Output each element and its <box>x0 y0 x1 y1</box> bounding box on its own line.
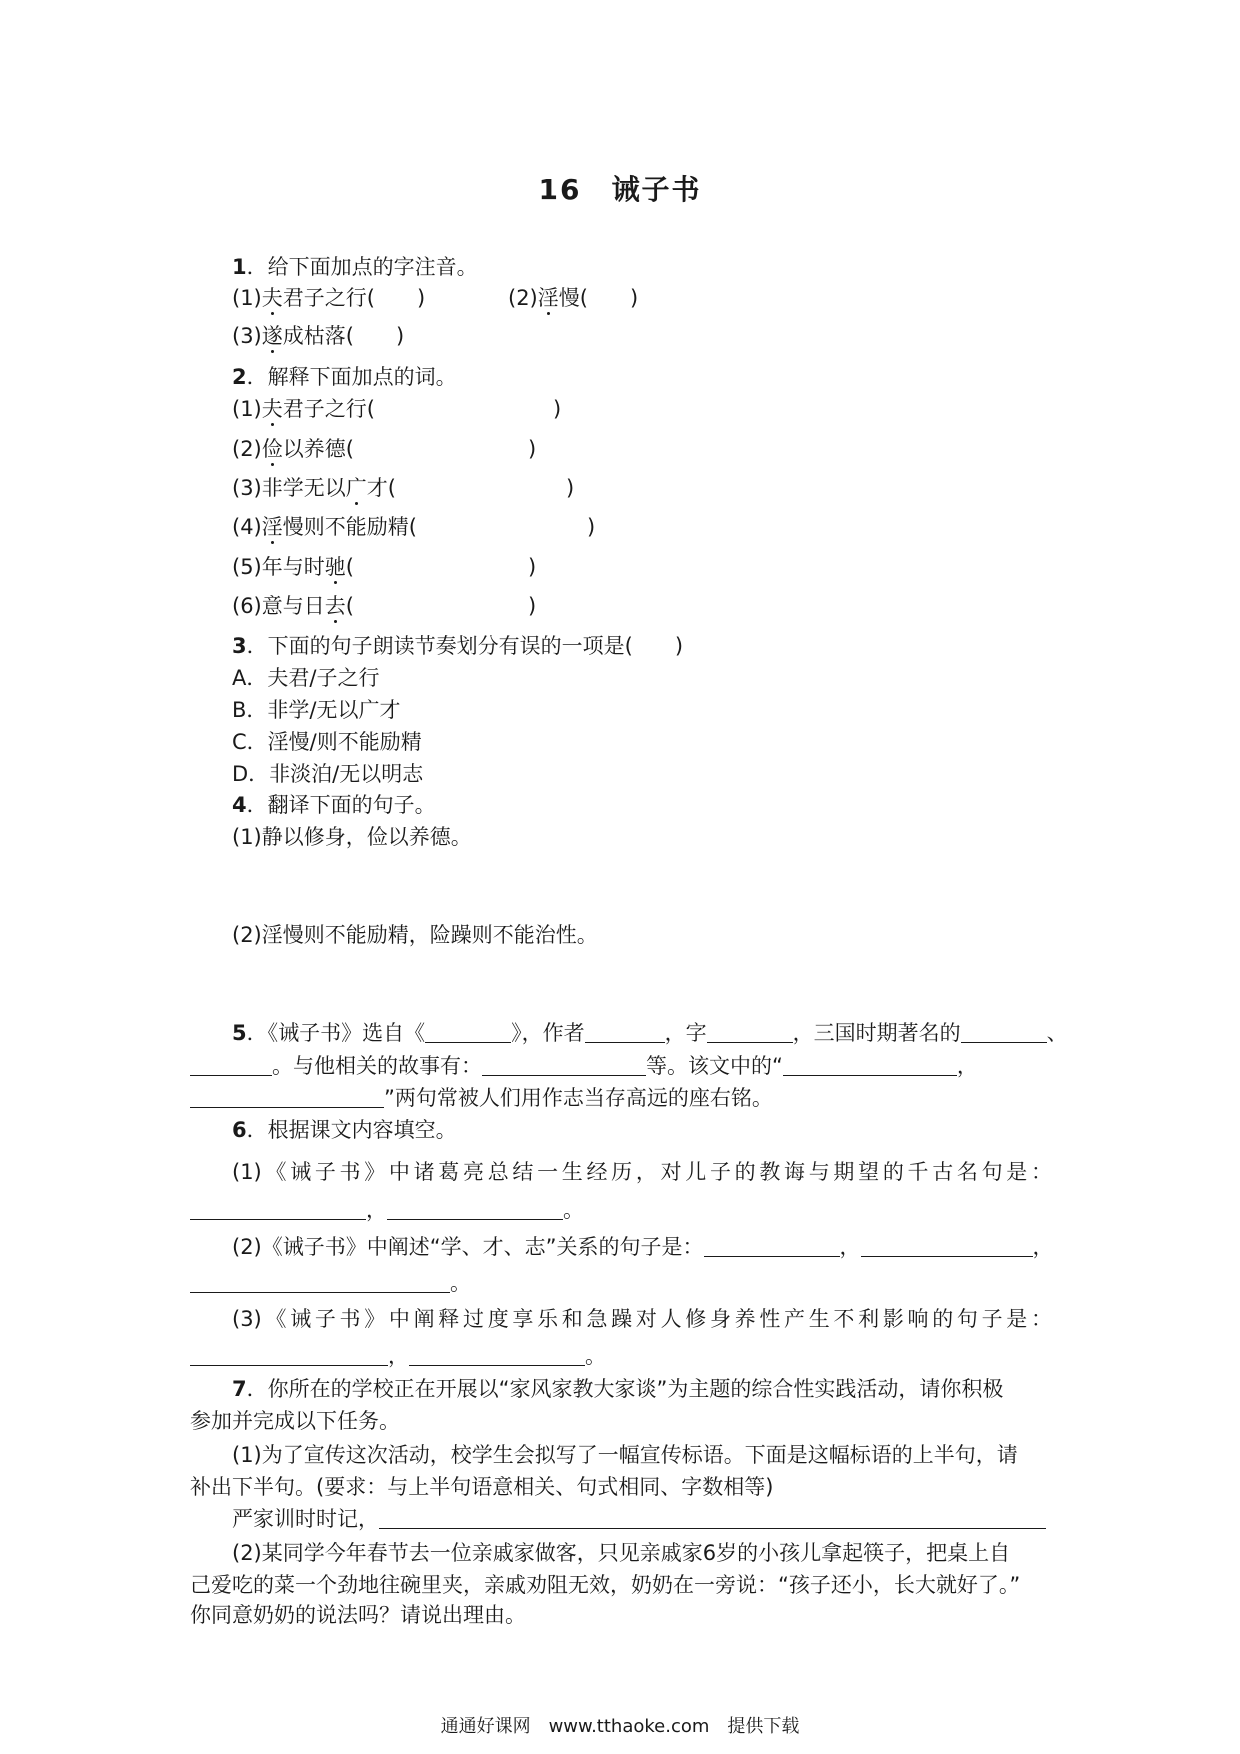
q1-item-2-prefix: (2) <box>508 286 538 310</box>
q1-stem <box>232 252 478 282</box>
q2-item-5 <box>232 552 536 582</box>
q2-item-3 <box>232 473 574 503</box>
q2-item-4-text: 慢则不能励精( <box>282 515 417 539</box>
q4-sentence-2: (2)淫慢则不能励精，险躁则不能治性。 <box>232 923 598 947</box>
q7-line-5 <box>232 1504 1046 1534</box>
q6-part-2-comma-1: ， <box>839 1235 861 1259</box>
q6-part-3-blank-2[interactable] <box>409 1345 585 1366</box>
q1-item-3-dotted-char: 遂 <box>261 324 283 348</box>
q5-line-3 <box>190 1083 773 1113</box>
q6-part-3-answer <box>190 1341 606 1371</box>
q2-item-3-text: 才( <box>366 476 396 500</box>
q1-item-1-text: 君子之行( ) <box>282 286 426 310</box>
q1-item-1-dotted-char: 夫 <box>261 286 283 310</box>
q2-item-5-dotted-char: 驰 <box>324 555 346 579</box>
q2-item-4-prefix: (4) <box>232 515 262 539</box>
q2-item-3-prefix: (3)非学无以 <box>232 476 346 500</box>
q4-sentence-1: (1)静以修身，俭以养德。 <box>232 825 472 849</box>
q5-blank-stories[interactable] <box>482 1055 646 1076</box>
q3-option-b: B．非学/无以广才 <box>232 698 401 722</box>
q2-item-4-close: ) <box>586 515 596 539</box>
q5-text-i: ”两句常被人们用作志当存高远的座右铭。 <box>384 1086 773 1110</box>
q2-item-6 <box>232 591 536 621</box>
q2-item-6-prefix: (6)意与日 <box>232 594 325 618</box>
q7-line-8: 你同意奶奶的说法吗？请说出理由。 <box>190 1603 526 1627</box>
q2-item-5-close: ) <box>527 555 537 579</box>
q2-stem-text: ．解释下面加点的词。 <box>246 365 457 389</box>
q2-item-4 <box>232 512 595 542</box>
q5-line-1 <box>232 1018 1068 1048</box>
q2-item-1-dotted-char: 夫 <box>261 397 283 421</box>
q6-part-2-period: 。 <box>450 1271 471 1295</box>
q5-text-f: 。与他相关的故事有： <box>272 1054 482 1078</box>
q6-part-2-blank-1[interactable] <box>704 1236 840 1257</box>
q1-stem-text: ．给下面加点的字注音。 <box>246 255 478 279</box>
q5-text-e: 、 <box>1046 1021 1068 1045</box>
q2-item-2 <box>232 434 536 464</box>
q5-number: 5 <box>232 1021 247 1045</box>
q6-part-1-blank-1[interactable] <box>190 1199 366 1220</box>
q5-text-b: 》，作者 <box>511 1021 585 1045</box>
q3-option-d: D．非淡泊/无以明志 <box>232 762 424 786</box>
q6-part-3-period: 。 <box>585 1344 606 1368</box>
q1-item-3-text: 成枯落( ) <box>282 324 405 348</box>
q1-item-3-prefix: (3) <box>232 324 262 348</box>
q5-blank-role-1[interactable] <box>961 1022 1047 1043</box>
q6-part-2 <box>232 1232 1054 1262</box>
q1-item-2-text: 慢( ) <box>558 286 639 310</box>
q2-item-2-prefix: (2) <box>232 437 262 461</box>
q6-part-2-blank-2[interactable] <box>861 1236 1033 1257</box>
q6-stem <box>232 1115 457 1145</box>
q7-line-7: 己爱吃的菜一个劲地往碗里夹，亲戚劝阻无效，奶奶在一旁说：“孩子还小，长大就好了。” <box>190 1573 1021 1597</box>
page-title: 16 诫子书 <box>538 173 702 206</box>
q2-item-6-close: ) <box>527 594 537 618</box>
q3-stem-text: ．下面的句子朗读节奏划分有误的一项是( ) <box>246 634 684 658</box>
q5-text-c: ，字 <box>664 1021 707 1045</box>
q6-part-1-answer <box>190 1195 584 1225</box>
q1-item-2-dotted-char: 淫 <box>537 286 559 310</box>
q5-blank-motto-1[interactable] <box>783 1055 957 1076</box>
q7-line-6: (2)某同学今年春节去一位亲戚家做客，只见亲戚家6岁的小孩儿拿起筷子，把桌上自 <box>232 1541 1011 1565</box>
q2-item-2-text: 以养德( <box>282 437 354 461</box>
q7-line-3: (1)为了宣传这次活动，校学生会拟写了一幅宣传标语。下面是这幅标语的上半句，请 <box>232 1443 1018 1467</box>
q1-item-1-prefix: (1) <box>232 286 262 310</box>
q2-item-1-close: ) <box>552 397 562 421</box>
q1-item-3 <box>232 321 404 351</box>
q6-part-3: (3)《诫子书》中阐释过度享乐和急躁对人修身养性产生不利影响的句子是： <box>232 1307 1052 1331</box>
page-footer: 通通好课网 www.tthaoke.com 提供下载 <box>440 1716 800 1737</box>
q2-item-6-text: ( <box>345 594 354 618</box>
q5-blank-author[interactable] <box>585 1022 665 1043</box>
q5-text-g: 等。该文中的“ <box>646 1054 783 1078</box>
q2-number: 2 <box>232 365 247 389</box>
q2-item-1 <box>232 394 561 424</box>
q6-part-1-blank-2[interactable] <box>387 1199 563 1220</box>
q2-item-3-dotted-char: 广 <box>345 476 367 500</box>
q2-item-6-dotted-char: 去 <box>324 594 346 618</box>
q3-option-c: C．淫慢/则不能励精 <box>232 730 422 754</box>
q6-part-2-text: (2)《诫子书》中阐述“学、才、志”关系的句子是： <box>232 1235 704 1259</box>
q6-part-2-comma-2: ， <box>1032 1235 1054 1259</box>
q7-text-1: ．你所在的学校正在开展以“家风家教大家谈”为主题的综合性实践活动，请你积极 <box>246 1377 1004 1401</box>
q4-number: 4 <box>232 793 247 817</box>
q5-text-d: ，三国时期著名的 <box>792 1021 961 1045</box>
q6-part-2-answer <box>190 1268 471 1298</box>
q5-blank-book[interactable] <box>425 1022 511 1043</box>
q2-stem <box>232 362 457 392</box>
q1-number: 1 <box>232 255 247 279</box>
q5-blank-role-2[interactable] <box>190 1055 272 1076</box>
q2-item-5-prefix: (5)年与时 <box>232 555 325 579</box>
q4-stem-text: ．翻译下面的句子。 <box>246 793 436 817</box>
q7-line-4: 补出下半句。(要求：与上半句语意相关、句式相同、字数相等) <box>190 1475 774 1499</box>
q2-item-2-dotted-char: 俭 <box>261 437 283 461</box>
q1-item-1 <box>232 283 425 313</box>
q5-line-2 <box>190 1051 978 1081</box>
q2-item-5-text: ( <box>345 555 354 579</box>
q3-stem <box>232 631 683 661</box>
q3-number: 3 <box>232 634 247 658</box>
q6-part-2-blank-3[interactable] <box>190 1272 450 1293</box>
q6-part-1-period: 。 <box>563 1198 584 1222</box>
q6-stem-text: ．根据课文内容填空。 <box>246 1118 457 1142</box>
q7-number: 7 <box>232 1377 247 1401</box>
q5-text-h: ， <box>956 1054 978 1078</box>
q7-slogan-blank[interactable] <box>379 1508 1046 1529</box>
q2-item-1-text: 君子之行( <box>282 397 375 421</box>
q6-part-1: (1)《诫子书》中诸葛亮总结一生经历，对儿子的教诲与期望的千古名句是： <box>232 1160 1052 1184</box>
q2-item-2-close: ) <box>527 437 537 461</box>
q2-item-1-prefix: (1) <box>232 397 262 421</box>
q2-item-4-dotted-char: 淫 <box>261 515 283 539</box>
q3-option-a: A．夫君/子之行 <box>232 666 380 690</box>
q6-part-3-blank-1[interactable] <box>190 1345 388 1366</box>
q4-stem <box>232 790 436 820</box>
q5-blank-motto-2[interactable] <box>190 1087 384 1108</box>
q7-line-1 <box>232 1374 1003 1404</box>
q6-part-3-comma: ， <box>388 1344 409 1368</box>
q6-number: 6 <box>232 1118 247 1142</box>
q7-slogan-first-half: 严家训时时记， <box>232 1507 379 1531</box>
q7-line-2: 参加并完成以下任务。 <box>190 1409 400 1433</box>
q5-text-a: ．《诫子书》选自《 <box>246 1021 426 1045</box>
q1-item-2 <box>508 283 638 313</box>
q6-part-1-comma: ， <box>366 1198 387 1222</box>
q5-blank-courtesy-name[interactable] <box>707 1022 793 1043</box>
q2-item-3-close: ) <box>565 476 575 500</box>
